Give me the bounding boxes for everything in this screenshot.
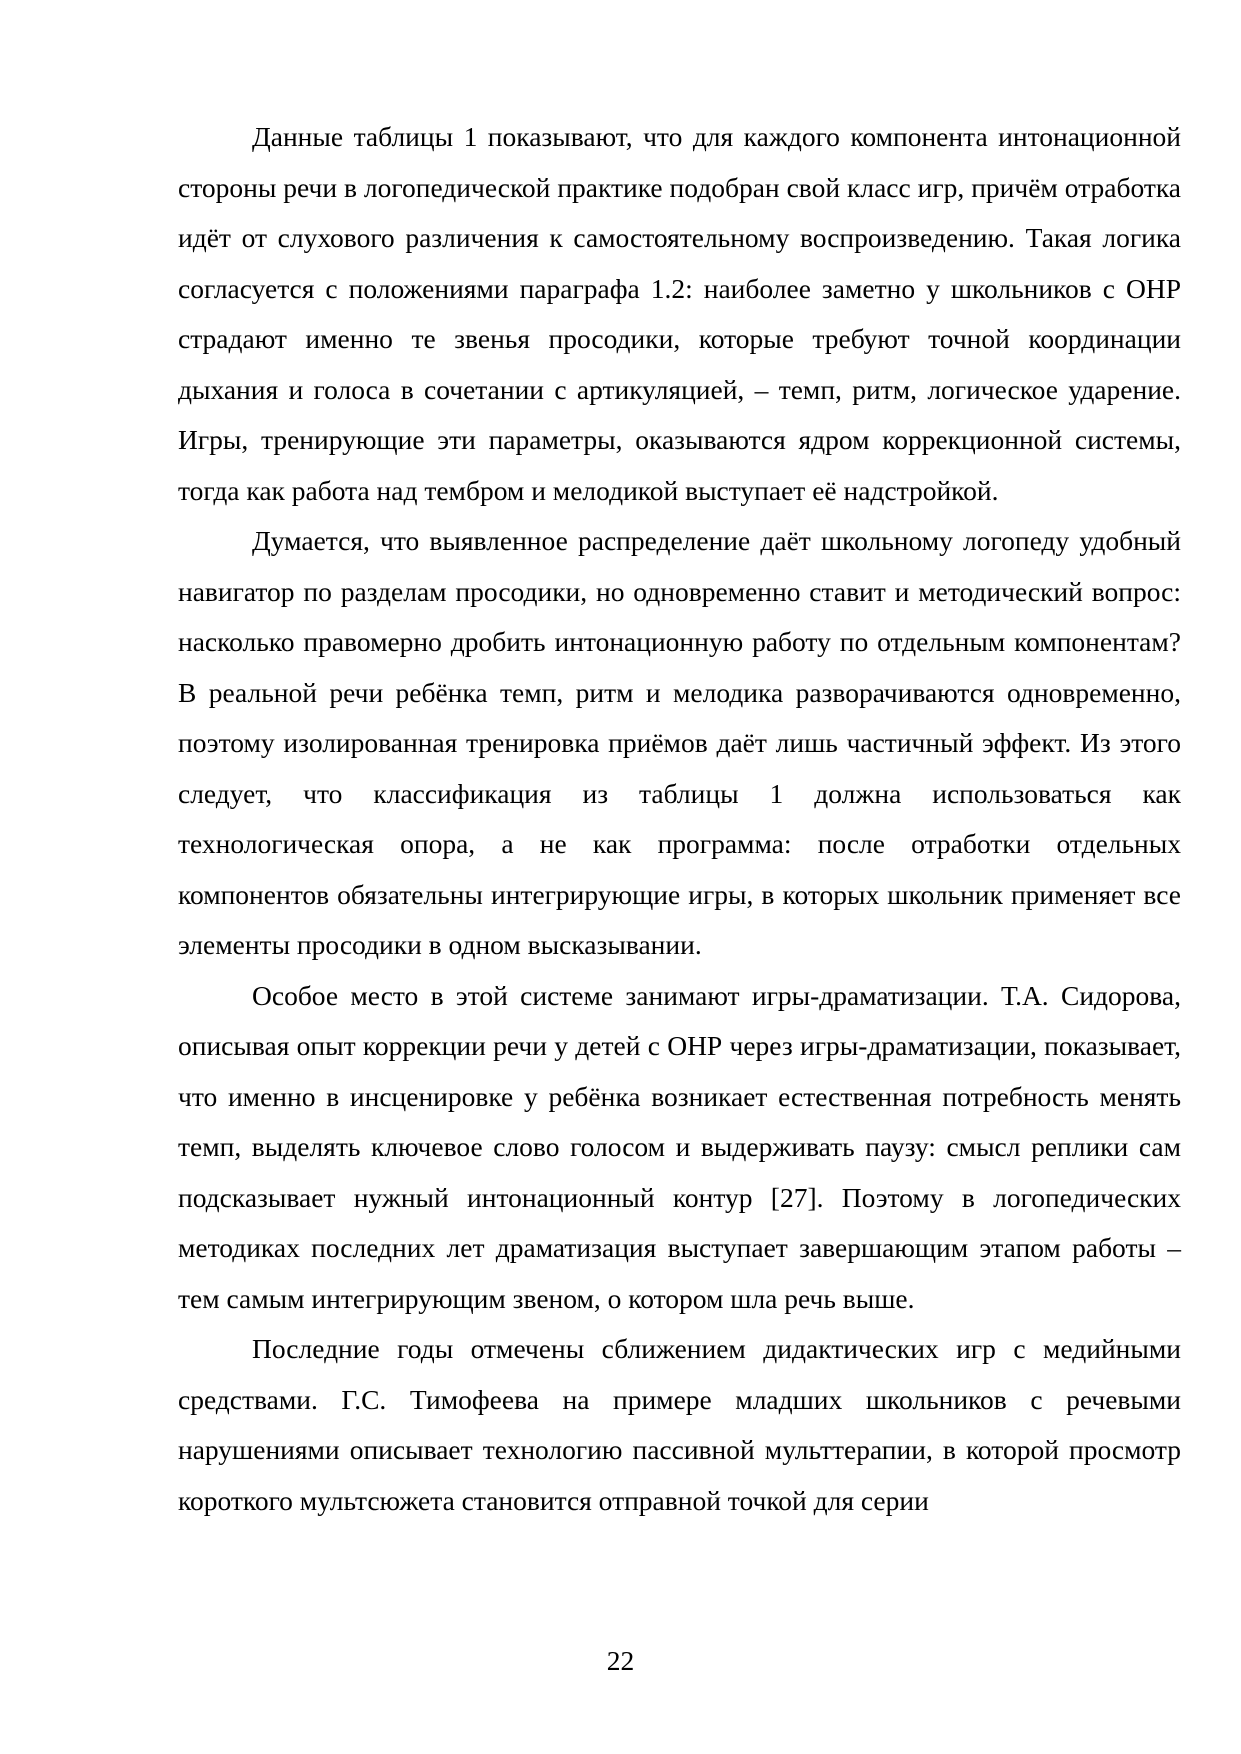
page-number: 22 (606, 1645, 635, 1676)
document-body (178, 112, 1181, 1526)
paragraph-1: Данные таблицы 1 показывают, что для каждого компонента интонационной стороны речи в логопедической практике подобран свой класс игр, причём отработка идёт от слухового различения к самостоятельному воспроизведению. Такая логика согласуется с положениями параграфа 1.2: наиболее заметно у школьников с ОНР страдают именно те звенья просодики, которые требуют точной координации дыхания и голоса в сочетании с артикуляцией, – темп, ритм, логическое ударение. Игры, тренирующие эти параметры, оказываются ядром коррекционной системы, тогда как работа над тембром и мелодикой выступает её надстройкой. (178, 121, 1181, 506)
paragraph-2: Думается, что выявленное распределение даёт школьному логопеду удобный навигатор по разделам просодики, но одновременно ставит и методический вопрос: насколько правомерно дробить интонационную работу по отдельным компонентам? В реальной речи ребёнка темп, ритм и мелодика разворачиваются одновременно, поэтому изолированная тренировка приёмов даёт лишь частичный эффект. Из этого следует, что классификация из таблицы 1 должна использоваться как технологическая опора, а не как программа: после отработки отдельных компонентов обязательны интегрирующие игры, в которых школьник применяет все элементы просодики в одном высказывании. (178, 525, 1181, 960)
paragraph-4: Последние годы отмечены сближением дидактических игр с медийными средствами. Г.С. Тимофеева на примере младших школьников с речевыми нарушениями описывает технологию пассивной мульттерапии, в которой просмотр короткого мультсюжета становится отправной точкой для серии (178, 1333, 1181, 1516)
paragraph-3: Особое место в этой системе занимают игры-драматизации. Т.А. Сидорова, описывая опыт коррекции речи у детей с ОНР через игры-драматизации, показывает, что именно в инсценировке у ребёнка возникает естественная потребность менять темп, выделять ключевое слово голосом и выдерживать паузу: смысл реплики сам подсказывает нужный интонационный контур [27]. Поэтому в логопедических методиках последних лет драматизация выступает завершающим этапом работы – тем самым интегрирующим звеном, о котором шла речь выше. (178, 979, 1181, 1314)
